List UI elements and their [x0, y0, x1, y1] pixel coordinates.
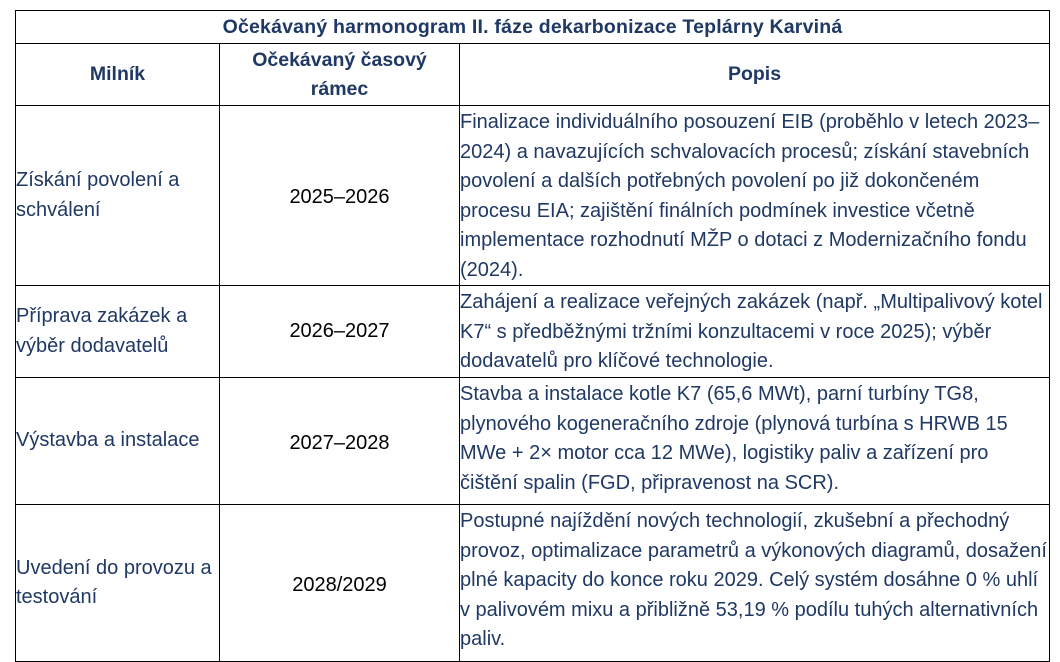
popis-cell: [460, 378, 1050, 505]
popis-cell: [460, 106, 1050, 286]
popis-text: Postupné najíždění nových technologií, zkušební a přechodný provoz, optimalizace parametrů a výkonových diagramů, dosažení plné kapacity do konce roku 2029. Celý systém dosáhne 0 % uhlí v palivovém mixu a přibližně 53,19 % podílu tuhých alternativních paliv.: [460, 510, 1047, 650]
header-ramec: [220, 44, 460, 106]
table-row: [16, 505, 1050, 662]
harmonogram-table: [15, 10, 1050, 662]
popis-cell: [460, 286, 1050, 378]
header-ramec-text: Očekávaný časový rámec: [252, 48, 427, 100]
table-row: [16, 378, 1050, 505]
milnik-cell: Příprava zakázek a výběr dodavatelů: [16, 286, 220, 378]
ramec-cell: 2028/2029: [220, 505, 460, 662]
ramec-cell: 2026–2027: [220, 286, 460, 378]
popis-text: Finalizace individuálního posouzení EIB (proběhlo v letech 2023–2024) a navazujících schvalovacích procesů; získání stavebních povolení a dalších potřebných povolení po již dokončeném procesu EIA; zajištění finálních podmínek investice včetně implementace rozhodnutí MŽP o dotaci z Modernizačního fondu (2024).: [460, 111, 1040, 281]
ramec-cell: 2027–2028: [220, 378, 460, 505]
table-header-row: [16, 44, 1050, 106]
milnik-cell: Výstavba a instalace: [16, 378, 220, 505]
popis-text: Zahájení a realizace veřejných zakázek (např. „Multipalivový kotel K7“ s předběžnými tržními konzultacemi v roce 2025); výběr dodavatelů pro klíčové technologie.: [460, 291, 1043, 372]
milnik-cell: Získání povolení a schválení: [16, 106, 220, 286]
table-row: [16, 286, 1050, 378]
header-milnik: Milník: [16, 44, 220, 106]
milnik-cell: Uvedení do provozu a testování: [16, 505, 220, 662]
table-title: Očekávaný harmonogram II. fáze dekarbonizace Teplárny Karviná: [16, 11, 1050, 44]
ramec-cell: 2025–2026: [220, 106, 460, 286]
header-popis: Popis: [460, 44, 1050, 106]
popis-cell: [460, 505, 1050, 662]
popis-text: Stavba a instalace kotle K7 (65,6 MWt), parní turbíny TG8, plynového kogeneračního zdroje (plynová turbína s HRWB 15 MWe + 2× motor cca 12 MWe), logistiky paliv a zařízení pro čištění spalin (FGD, připravenost na SCR).: [460, 383, 1008, 494]
table-title-row: [16, 11, 1050, 44]
table-row: [16, 106, 1050, 286]
